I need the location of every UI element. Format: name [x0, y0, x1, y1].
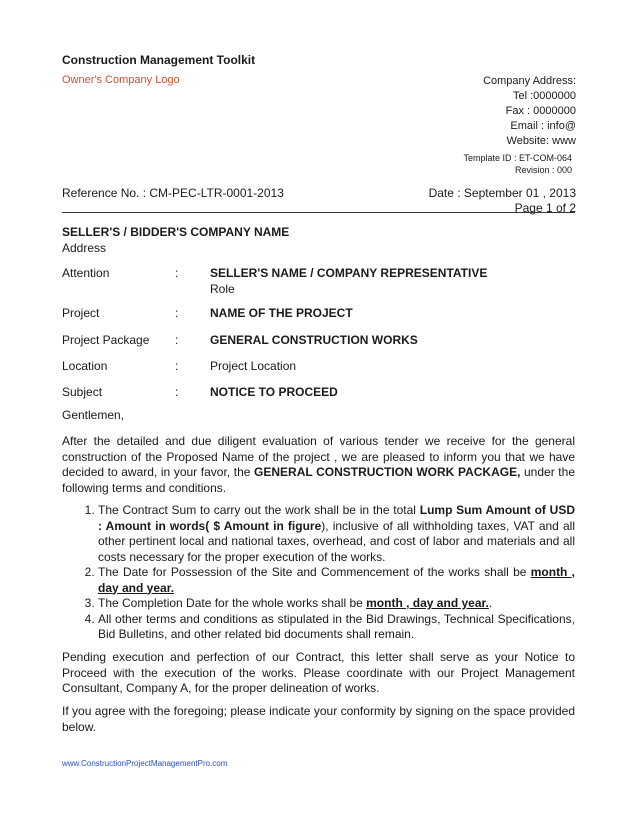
term-3: [98, 596, 575, 612]
project-label: Project: [62, 306, 100, 320]
attention-role: Role: [210, 282, 235, 296]
term-2-date: month , day and year.: [98, 565, 576, 595]
subject-label: Subject: [62, 385, 103, 399]
pending-paragraph: Pending execution and perfection of our Contract, this letter shall serve as your Notice to Proceed with the execution of the works. Please coordinate with our Project Management Consultant, Company A, for the proper delineation of works.: [62, 650, 575, 695]
package-label: Project Package: [62, 333, 150, 347]
intro-bold: GENERAL CONSTRUCTION WORK PACKAGE,: [254, 465, 521, 479]
location-label: Location: [62, 359, 108, 373]
term-1-text: The Contract Sum to carry out the work shall be in the total: [98, 503, 420, 517]
term-1-rest: ), inclusive of all withholding taxes, VAT and all other pertinent local and national taxes, overhead, and cost of labor and materials and all costs necessary for the proper execution of the works.: [98, 518, 575, 564]
colon: :: [175, 359, 179, 373]
term-3-end: .: [488, 596, 493, 610]
term-4: [98, 612, 575, 643]
recipient-name: SELLER'S / BIDDER'S COMPANY NAME: [62, 225, 290, 239]
term-1-bold: Lump Sum Amount of USD : Amount in words( $ Amount in figure: [98, 503, 575, 533]
header-divider: [62, 212, 575, 213]
greeting: Gentlemen,: [62, 408, 125, 422]
subject-value: NOTICE TO PROCEED: [210, 385, 338, 399]
term-4-text: All other terms and conditions as stipulated in the Bid Drawings, Technical Specifications, Bid Bulletins, and other related bid documents shall remain.: [98, 611, 575, 641]
email-line: Email : info@: [510, 120, 576, 132]
colon: :: [175, 385, 179, 399]
location-value: Project Location: [210, 359, 297, 373]
attention-value: [210, 266, 487, 296]
company-logo-placeholder: Owner's Company Logo: [62, 74, 180, 86]
address-label: Company Address:: [483, 75, 576, 87]
revision: Revision : 000: [514, 165, 572, 175]
recipient-address: Address: [62, 241, 107, 255]
attention-name: SELLER'S NAME / COMPANY REPRESENTATIVE: [210, 266, 488, 280]
attention-label: Attention: [62, 266, 110, 280]
website-line: Website: www: [506, 135, 576, 147]
term-1: [98, 503, 575, 565]
term-3-date: month , day and year.: [366, 596, 489, 610]
colon: :: [175, 333, 179, 347]
toolkit-title: Construction Management Toolkit: [62, 53, 256, 67]
fax-line: Fax : 0000000: [505, 105, 576, 117]
terms-list: [62, 503, 575, 643]
page-number: Page 1 of 2: [514, 201, 576, 215]
letter-date: Date : September 01 , 2013: [428, 186, 576, 200]
agree-paragraph: If you agree with the foregoing; please indicate your conformity by signing on the space provided below.: [62, 704, 575, 734]
template-info: [463, 152, 572, 176]
project-value: NAME OF THE PROJECT: [210, 306, 353, 320]
colon: :: [175, 266, 179, 280]
package-value: GENERAL CONSTRUCTION WORKS: [210, 333, 418, 347]
intro-paragraph: [62, 434, 575, 496]
company-address-block: [483, 74, 576, 149]
intro-text-1: After the detailed and due diligent evaluation of various tender we receive for the general construction of the Proposed Name of the project , we are pleased to inform you that we have decided to award, in your favor, the: [62, 434, 575, 479]
term-2-text: The Date for Possession of the Site and Commencement of the works shall be: [98, 565, 531, 579]
intro-text-2: under the following terms and conditions.: [62, 465, 575, 495]
term-2: [98, 565, 575, 596]
footer-url[interactable]: www.ConstructionProjectManagementPro.com: [62, 759, 228, 768]
template-id: Template ID : ET-COM-064: [463, 153, 572, 163]
colon: :: [175, 306, 179, 320]
tel-line: Tel :0000000: [513, 90, 576, 102]
term-3-text: The Completion Date for the whole works shall be: [98, 596, 367, 610]
reference-number: Reference No. : CM-PEC-LTR-0001-2013: [62, 186, 284, 200]
